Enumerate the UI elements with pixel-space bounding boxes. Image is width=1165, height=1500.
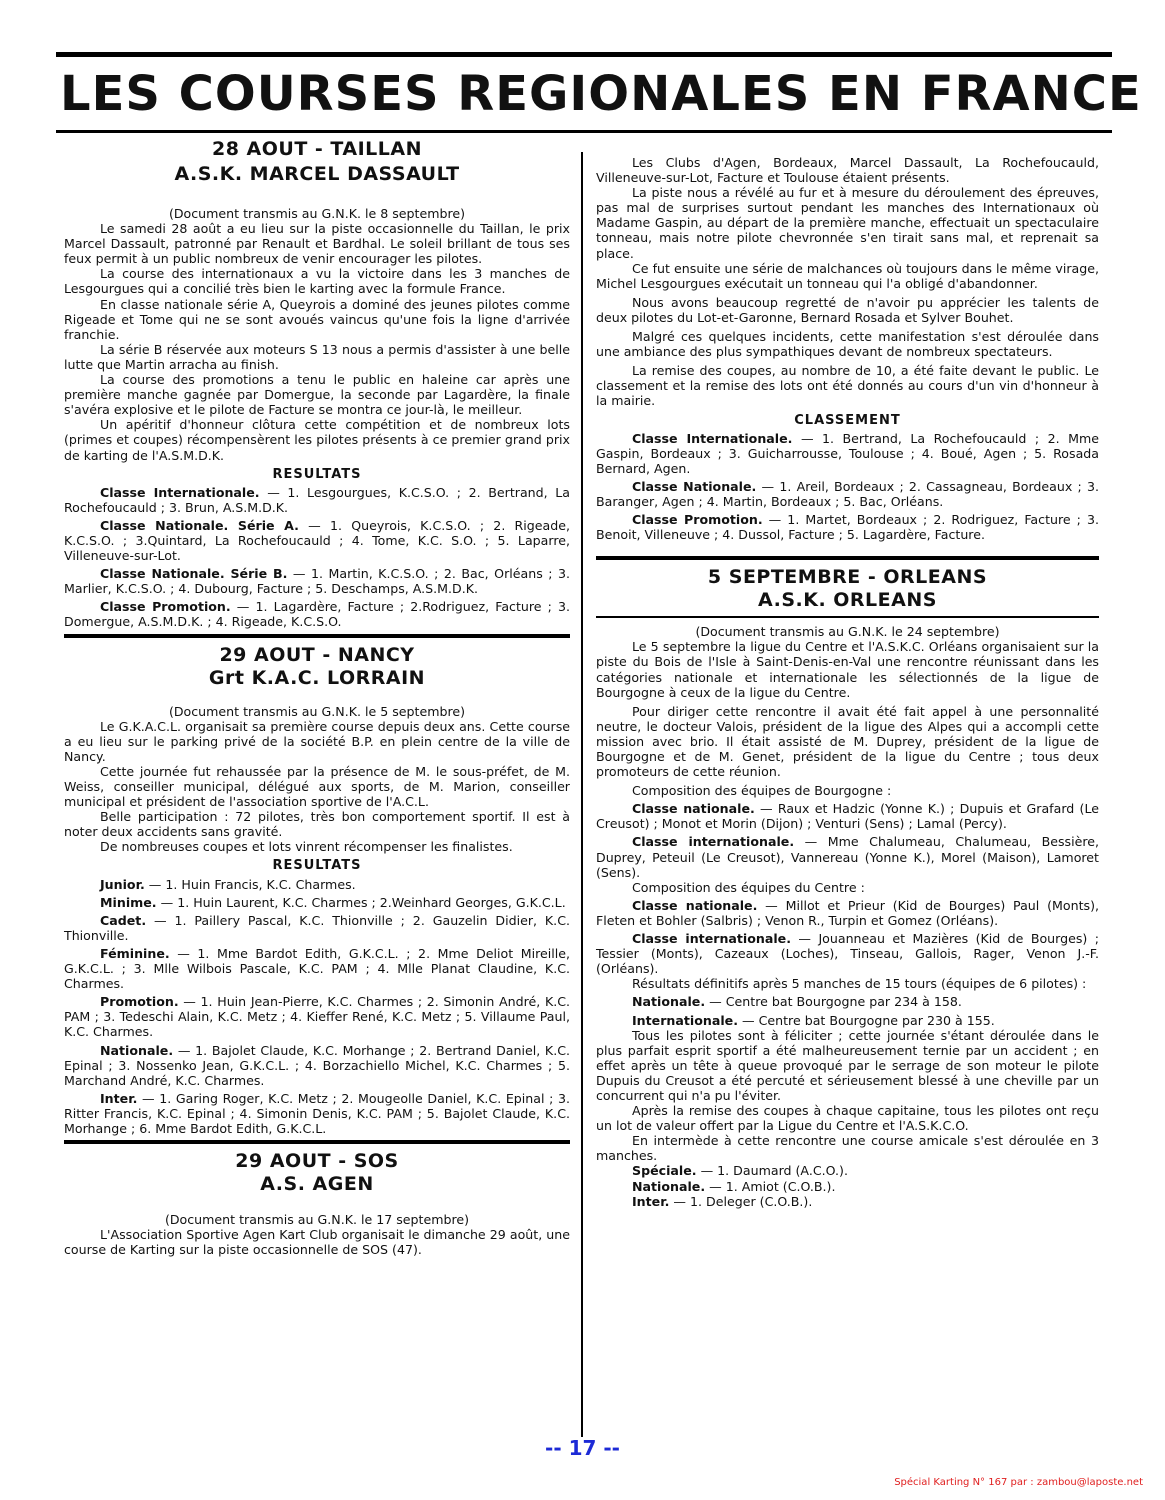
paragraph: En intermède à cette rencontre une course amicale s'est déroulée en 3 manches.: [596, 1133, 1099, 1164]
result-label: Cadet.: [100, 912, 147, 928]
result-line: [64, 485, 570, 515]
article-orleans: [596, 566, 1099, 1208]
page-number: -- 17 --: [545, 1436, 620, 1460]
result-text: — 1. Lagardère, Facture ; 2.Rodriguez, Facture ; 3. Domergue, A.S.M.D.K. ; 4. Rigeade, K.C.S.O.: [64, 599, 570, 630]
team-text: — Raux et Hadzic (Yonne K.) ; Dupuis et Grafard (Le Creusot) ; Monot et Morin (Dijon) ; Venturi (Sens) ; Lamal (Percy).: [596, 801, 1099, 832]
result-text: — 1. Garing Roger, K.C. Metz ; 2. Mougeolle Daniel, K.C. Epinal ; 3. Ritter Francis, K.C. Epinal ; 4. Simonin Denis, K.C. PAM ; 5. Bajolet Claude, K.C. Morhange ; 6. Mme Bardot Edith, G.K.C.L.: [64, 1090, 570, 1136]
paragraph: Les Clubs d'Agen, Bordeaux, Marcel Dassault, La Rochefoucauld, Villeneuve-sur-Lot, Facture et Toulouse étaient présents.: [596, 155, 1099, 186]
result-text: — 1. Martet, Bordeaux ; 2. Rodriguez, Facture ; 3. Benoit, Villeneuve ; 4. Dussol, Facture ; 5. Lagardère, Facture.: [596, 512, 1099, 543]
paragraph: En classe nationale série A, Queyrois a dominé des jeunes pilotes comme Rigeade et Tome qui ne se sont avoués vaincus qu'une fois la ligne d'arrivée franchie.: [64, 296, 570, 342]
result-text: — 1. Huin Laurent, K.C. Charmes ; 2.Weinhard Georges, G.K.C.L.: [156, 894, 566, 910]
result-text: — 1. Huin Francis, K.C. Charmes.: [144, 876, 356, 892]
section-rule: [64, 634, 570, 638]
paragraph: L'Association Sportive Agen Kart Club organisait le dimanche 29 août, une course de Karting sur la piste occasionnelle de SOS (47).: [64, 1227, 570, 1258]
article-taillan: [64, 138, 570, 630]
result-line: [64, 877, 570, 892]
team-text: — Millot et Prieur (Kid de Bourges) Paul (Monts), Fleten et Bohler (Salbris) ; Venon R., Turpin et Gomez (Orléans).: [596, 897, 1099, 928]
result-label: Classe Internationale.: [100, 484, 260, 500]
article-subheading: Grt K.A.C. LORRAIN: [208, 666, 426, 689]
team-label: Classe nationale.: [632, 801, 755, 817]
document-note: (Document transmis au G.N.K. le 5 septembre): [168, 703, 466, 719]
section-rule: [64, 1140, 570, 1144]
paragraph: Le G.K.A.C.L. organisait sa première course depuis deux ans. Cette course a eu lieu sur le parking privé de la société B.P. en plein centre de la ville de Nancy.: [64, 718, 570, 764]
result-text: — 1. Mme Bardot Edith, G.K.C.L. ; 2. Mme Deliot Mireille, G.K.C.L. ; 3. Mlle Wilbois Pascale, K.C. PAM ; 4. Mlle Planat Claudine, K.C. Charmes.: [64, 945, 570, 992]
result-label: Nationale.: [100, 1042, 174, 1058]
result-label: Classe Promotion.: [100, 599, 231, 615]
result-line: [596, 431, 1099, 476]
title-top-rule: [56, 52, 1112, 57]
team-line: [596, 834, 1099, 879]
result-line: [596, 479, 1099, 509]
team-text: — Jouanneau et Mazières (Kid de Bourges) ; Tessier (Monts), Cazeaux (Loches), Tinseau, Gallois, Rager, Venon J.-F. (Orléans).: [596, 931, 1099, 977]
article-subheading: A.S.K. MARCEL DASSAULT: [174, 163, 460, 185]
paragraph: La remise des coupes, au nombre de 10, a été faite devant le public. Le classement et la remise des lots ont été donnés au cours d'un vin d'honneur à la mairie.: [596, 363, 1099, 409]
team-label: Classe internationale.: [632, 834, 795, 850]
article-heading: 28 AOUT - TAILLAN: [212, 138, 422, 160]
paragraph: Malgré ces quelques incidents, cette manifestation s'est déroulée dans une ambiance des plus sympathiques devant de nombreux spectateurs.: [596, 329, 1099, 360]
score-line: [596, 994, 1099, 1009]
article-agen-continued: [596, 155, 1099, 542]
result-line: [64, 994, 570, 1039]
amicale-text: — 1. Daumard (A.C.O.).: [696, 1163, 848, 1179]
article-agen: [64, 1150, 570, 1257]
result-line: [64, 895, 570, 910]
paragraph: La piste nous a révélé au fur et à mesure du déroulement des épreuves, pas mal de surprises surtout pendant les manches des Internationaux où Madame Gaspin, au départ de la première manche, effectuait un spectaculaire tonneau, mais notre pilote chevronnée s'en tirait sans mal, et reprenait sa place.: [596, 185, 1099, 261]
page-title: LES COURSES REGIONALES EN FRANCE: [60, 66, 1142, 122]
paragraph: Ce fut ensuite une série de malchances où toujours dans le même virage, Michel Lesgourgues exécutait un tonneau qui l'a obligé d'abandonner.: [596, 260, 1099, 291]
result-line: [64, 518, 570, 563]
results-title: CLASSEMENT: [794, 412, 901, 428]
score-label: Nationale.: [632, 994, 706, 1010]
result-line: [64, 566, 570, 596]
column-divider: [581, 152, 583, 1437]
result-line: [596, 512, 1099, 542]
paragraph: La course des promotions a tenu le public en haleine car après une première manche gagnée par Domergue, la seconde par Lagardère, la finale s'avéra explosive et le pilote de Facture se montra ce jour-là, le meilleur.: [64, 372, 570, 418]
result-label: Inter.: [100, 1090, 138, 1106]
paragraph: La course des internationaux a vu la victoire dans les 3 manches de Lesgourgues qui a concilié très bien le karting avec la formule France.: [64, 266, 570, 297]
result-label: Junior.: [100, 876, 145, 892]
paragraph: Composition des équipes du Centre :: [632, 879, 865, 895]
paragraph: Le samedi 28 août a eu lieu sur la piste occasionnelle du Taillan, le prix Marcel Dassault, patronné par Renault et Bardhal. Le soleil brillant de tous ses feux permit à un public nombreux de venir encourager les pilotes.: [64, 221, 570, 267]
team-label: Classe nationale.: [632, 897, 758, 913]
result-line: [64, 1091, 570, 1136]
article-heading: 29 AOUT - SOS: [235, 1150, 399, 1173]
paragraph: Après la remise des coupes à chaque capitaine, tous les pilotes ont reçu un lot de valeur offert par la Ligue du Centre et l'A.S.K.C.O.: [596, 1103, 1099, 1134]
footer-credit: Spécial Karting N° 167 par : zambou@laposte.net: [894, 1477, 1143, 1488]
result-label: Classe Nationale.: [632, 478, 757, 494]
document-note: (Document transmis au G.N.K. le 8 septembre): [168, 206, 466, 221]
right-column: [596, 155, 1099, 1209]
left-column: [64, 138, 570, 1257]
result-line: [64, 1043, 570, 1088]
paragraph: Un apéritif d'honneur clôtura cette compétition et de nombreux lots (primes et coupes) récompensèrent les pilotes présents à ce premier grand prix de karting de l'A.S.M.D.K.: [64, 417, 570, 463]
article-nancy: [64, 644, 570, 1137]
amicale-label: Inter.: [632, 1193, 670, 1209]
team-label: Classe internationale.: [632, 931, 792, 947]
result-label: Classe Promotion.: [632, 512, 763, 528]
team-line: [596, 931, 1099, 976]
result-text: — 1. Huin Jean-Pierre, K.C. Charmes ; 2. Simonin André, K.C. PAM ; 3. Tedeschi Alain, K.C. Metz ; 4. Kieffer René, K.C. Metz ; 5. Villaume Paul, K.C. Charmes.: [64, 994, 570, 1040]
amicale-text: — 1. Deleger (C.O.B.).: [669, 1193, 813, 1209]
result-label: Promotion.: [100, 994, 179, 1010]
result-label: Minime.: [100, 894, 157, 910]
amicale-label: Nationale.: [632, 1178, 706, 1194]
amicale-text: — 1. Amiot (C.O.B.).: [705, 1178, 836, 1194]
team-text: — Mme Chalumeau, Chalumeau, Bessière, Duprey, Peteuil (Le Creusot), Vannereau (Yonne K.), Morel (Maison), Lamoret (Sens).: [596, 834, 1099, 880]
score-text: — Centre bat Bourgogne par 234 à 158.: [705, 994, 962, 1010]
paragraph: La série B réservée aux moteurs S 13 nous a permis d'assister à une belle lutte que Martin arracha au finish.: [64, 341, 570, 372]
paragraph: Résultats définitifs après 5 manches de 15 tours (équipes de 6 pilotes) :: [632, 976, 1087, 992]
article-subheading: A.S. AGEN: [260, 1173, 374, 1196]
amicale-line: [596, 1194, 1099, 1209]
section-rule: [596, 556, 1099, 560]
result-text: — 1. Bajolet Claude, K.C. Morhange ; 2. Bertrand Daniel, K.C. Epinal ; 3. Nossenko Jean, G.K.C.L. ; 4. Borzachiello Michel, K.C. Charmes ; 5. Marchand André, K.C. Charmes.: [64, 1042, 570, 1088]
paragraph: Nous avons beaucoup regretté de n'avoir pu apprécier les talents de deux pilotes du Lot-et-Garonne, Bernard Rosada et Sylver Bouhet.: [596, 294, 1099, 325]
amicale-line: [596, 1179, 1099, 1194]
score-text: — Centre bat Bourgogne par 230 à 155.: [737, 1012, 995, 1028]
result-label: Féminine.: [100, 945, 170, 961]
article-heading: 5 SEPTEMBRE - ORLEANS: [707, 566, 988, 589]
result-label: Classe Nationale. Série B.: [100, 566, 288, 582]
score-line: [596, 1013, 1099, 1028]
team-line: [596, 801, 1099, 831]
paragraph: Cette journée fut rehaussée par la présence de M. le sous-préfet, de M. Weiss, conseiller municipal, délégué aux sports, de M. Marion, conseiller municipal et président de l'association sportive de l'A.C.L.: [64, 763, 570, 810]
paragraph: Pour diriger cette rencontre il avait été fait appel à une personnalité neutre, le docteur Valois, président de la ligue des Alpes qui a accompli cette mission avec brio. Il était assisté de M. Duprey, président de la ligue de Bourgogne et de M. Genet, président de la ligue du Centre ; tous deux promoteurs de cette réunion.: [596, 703, 1099, 780]
document-note: (Document transmis au G.N.K. le 24 septembre): [695, 624, 1000, 640]
paragraph: Le 5 septembre la ligue du Centre et l'A.S.K.C. Orléans organisaient sur la piste du Bois de l'Isle à Saint-Denis-en-Val une rencontre réunissant dans les catégories nationale et internationale les sélectionnés de la ligue de Bourgogne à ceux de la ligue du Centre.: [596, 639, 1099, 700]
paragraph: Belle participation : 72 pilotes, très bon comportement sportif. Il est à noter deux accidents sans gravité.: [64, 809, 570, 840]
result-label: Classe Internationale.: [632, 430, 793, 446]
results-title: RESULTATS: [272, 858, 362, 874]
title-bottom-rule: [56, 130, 1112, 133]
result-line: [64, 946, 570, 991]
result-text: — 1. Lesgourgues, K.C.S.O. ; 2. Bertrand, La Rochefoucauld ; 3. Brun, A.S.M.D.K.: [64, 484, 570, 515]
amicale-label: Spéciale.: [632, 1163, 697, 1179]
result-label: Classe Nationale. Série A.: [100, 517, 299, 533]
result-text: — 1. Areil, Bordeaux ; 2. Cassagneau, Bordeaux ; 3. Baranger, Agen ; 4. Martin, Bordeaux ; 5. Bac, Orléans.: [596, 478, 1100, 509]
result-text: — 1. Queyrois, K.C.S.O. ; 2. Rigeade, K.C.S.O. ; 3.Quintard, La Rochefoucauld ; 4. Tome, K.C. S.O. ; 5. Laparre, Villeneuve-sur-Lot.: [64, 517, 570, 564]
amicale-line: [596, 1163, 1099, 1178]
result-text: — 1. Paillery Pascal, K.C. Thionville ; 2. Gauzelin Didier, K.C. Thionville.: [64, 912, 570, 943]
score-label: Internationale.: [632, 1012, 738, 1028]
result-line: [64, 913, 570, 943]
article-heading: 29 AOUT - NANCY: [219, 643, 415, 666]
heading-rule: [596, 616, 1099, 618]
result-text: — 1. Martin, K.C.S.O. ; 2. Bac, Orléans ; 3. Marlier, K.C.S.O. ; 4. Dubourg, Facture ; 5. Deschamps, A.S.M.D.K.: [64, 566, 570, 597]
team-line: [596, 898, 1099, 928]
paragraph: Composition des équipes de Bourgogne :: [632, 783, 892, 799]
paragraph: De nombreuses coupes et lots vinrent récompenser les finalistes.: [100, 839, 513, 855]
result-text: — 1. Bertrand, La Rochefoucauld ; 2. Mme Gaspin, Bordeaux ; 3. Guicharrousse, Toulouse ; 4. Boué, Agen ; 5. Rosada Bernard, Agen.: [596, 430, 1099, 476]
document-note: (Document transmis au G.N.K. le 17 septembre): [164, 1212, 470, 1228]
paragraph: Tous les pilotes sont à féliciter ; cette journée s'étant déroulée dans le plus parfait esprit sportif a été malheureusement ternie par un accident ; en effet après un tête à queue provoqué par le serrage de son moteur le pilote Dupuis du Creusot a été percuté et sérieusement blessé à une cheville par un concurrent qui n'a pu l'éviter.: [596, 1027, 1099, 1103]
result-line: [64, 599, 570, 629]
article-subheading: A.S.K. ORLEANS: [758, 589, 937, 612]
results-title: RESULTATS: [272, 466, 362, 482]
